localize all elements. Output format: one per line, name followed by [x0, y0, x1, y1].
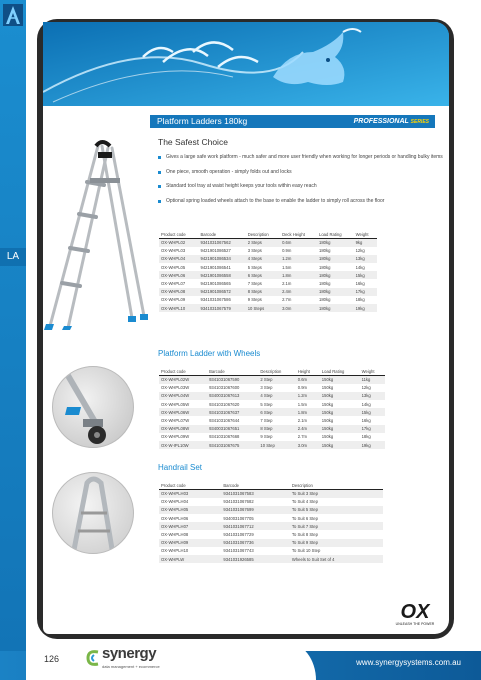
table-cell: 9341031067675 — [209, 442, 240, 448]
table-cell: 180kg — [318, 289, 331, 295]
table-cell: 9 Step — [260, 434, 273, 440]
table-row — [159, 441, 385, 449]
table-cell: 9341031067729 — [223, 532, 254, 538]
badge-main-text: PROFESSIONAL — [353, 118, 409, 125]
table-row — [159, 506, 383, 514]
table-cell: 7 Step — [260, 418, 273, 424]
table-cell: 9341031067743 — [223, 548, 254, 554]
table-cell: 15kg — [361, 409, 371, 415]
table-cell: 180kg — [318, 297, 331, 303]
table-cell: OX-WHPLH05 — [161, 507, 189, 513]
table-cell: 9340031067705 — [223, 515, 254, 521]
table-cell: OX-WHPLH03 — [161, 491, 189, 497]
wheels-section-title: Platform Ladder with Wheels — [158, 349, 261, 358]
table-cell: 150kg — [321, 434, 334, 440]
section-tab: LA — [0, 248, 26, 266]
table-header-row — [159, 231, 377, 239]
table-cell: 9341031067712 — [223, 523, 254, 529]
table-cell: 9341031067586 — [200, 297, 231, 303]
table-row — [159, 408, 385, 416]
table-cell: 9421901086527 — [200, 248, 231, 254]
table-cell: OX-WHPL07W — [161, 418, 190, 424]
handrail-section-title: Handrail Set — [158, 463, 203, 472]
synergy-swirl-icon — [84, 648, 102, 668]
footer-white-panel — [26, 642, 316, 680]
column-header: Weight — [360, 368, 385, 376]
table-cell: 10 Steps — [247, 305, 265, 311]
table-cell: To Suit 6 Step — [291, 515, 318, 521]
table-row — [159, 555, 383, 563]
bullet-item: Standard tool tray at waist height keeps your tools within easy reach — [158, 183, 443, 190]
table-cell: 5 Step — [260, 401, 273, 407]
wheel-icon — [53, 367, 134, 448]
column-header: Height — [296, 368, 320, 376]
left-color-strip — [0, 0, 26, 680]
table-cell: 180kg — [318, 256, 331, 262]
table-cell: OX-W-IPL10W — [161, 442, 189, 448]
table-row — [159, 271, 377, 279]
table-cell: 8 Step — [260, 426, 273, 432]
table-cell: 9421901086572 — [200, 289, 231, 295]
table-row — [159, 514, 383, 522]
table-cell: 150kg — [321, 442, 334, 448]
table-cell: OX-WHPL09W — [161, 434, 190, 440]
table-row — [159, 425, 385, 433]
table-cell: 9341031067579 — [200, 305, 231, 311]
table-cell: 2.7m — [297, 434, 308, 440]
table-row — [159, 263, 377, 271]
table-cell: OX-WHPL08 — [161, 289, 186, 295]
column-header: Description — [258, 368, 295, 376]
table-header-row — [159, 482, 383, 490]
table-cell: 9341031067699 — [223, 507, 254, 513]
table-row — [159, 547, 383, 555]
table-cell: 18kg — [355, 297, 365, 303]
table-cell: 9421901086558 — [200, 272, 231, 278]
table-cell: OX-WHPL02 — [161, 240, 186, 246]
table-cell: 180kg — [318, 264, 331, 270]
column-header: Load Rating — [317, 231, 354, 239]
table-cell: To Suit 10 Step — [291, 548, 321, 554]
handrail-icon — [53, 473, 134, 554]
table-cell: 14kg — [361, 401, 371, 407]
table-cell: 8 Steps — [247, 289, 262, 295]
table-cell: 2.7m — [282, 297, 292, 303]
table-cell: 9421901086534 — [200, 256, 231, 262]
table-cell: 9341031067644 — [209, 418, 240, 424]
synergy-logo-text: synergy — [102, 645, 157, 662]
table-cell: 180kg — [318, 281, 331, 287]
table-cell: 1.2m — [282, 256, 292, 262]
table-row — [159, 416, 385, 424]
table-cell: 2.4m — [282, 289, 292, 295]
website-link[interactable]: www.synergysystems.com.au — [356, 658, 461, 667]
table-cell: 2.1m — [297, 418, 308, 424]
table-row — [159, 530, 383, 538]
table-cell: 9341031067620 — [209, 401, 240, 407]
table-row — [159, 433, 385, 441]
table-row — [159, 498, 383, 506]
table-cell: 3 Steps — [247, 248, 262, 254]
table-cell: OX-WHPL06W — [161, 409, 190, 415]
svg-text:OX: OX — [400, 601, 430, 623]
table-cell: 19kg — [355, 305, 365, 311]
table-cell: 9340031067613 — [209, 393, 240, 399]
column-header: Barcode — [221, 482, 289, 490]
table-cell: 3.0m — [282, 305, 292, 311]
table-cell: 0.9m — [297, 385, 308, 391]
table-cell: 6 Step — [260, 409, 273, 415]
column-header: Product code — [159, 482, 221, 490]
table-cell: 3 Step — [260, 385, 273, 391]
table-cell: OX-WHPLH09 — [161, 540, 189, 546]
header-banner — [43, 22, 449, 108]
table-cell: 2 Steps — [247, 240, 262, 246]
table-cell: 150kg — [321, 418, 334, 424]
table-cell: 12kg — [361, 385, 371, 391]
table-cell: 18kg — [361, 434, 371, 440]
table-cell: 3.0m — [297, 442, 308, 448]
table-cell: To Suit 3 Step — [291, 491, 318, 497]
table-cell: OX-WHPL08W — [161, 426, 190, 432]
page-title: Platform Ladders 180kg — [157, 116, 248, 126]
table-cell: 9341031067668 — [209, 434, 240, 440]
bullet-item: Optional spring loaded wheels attach to the base to enable the ladder to simply roll across the floor — [158, 198, 443, 205]
column-header: Description — [246, 231, 280, 239]
table-cell: 180kg — [318, 240, 331, 246]
table-row — [159, 255, 377, 263]
table-cell: 11kg — [361, 377, 371, 383]
table-cell: 14kg — [355, 264, 365, 270]
table-cell: 1.5m — [297, 401, 308, 407]
table-cell: OX-WHPLH10 — [161, 548, 189, 554]
table-cell: 6 Steps — [247, 272, 262, 278]
column-header: Barcode — [207, 368, 258, 376]
table-cell: 16kg — [361, 418, 371, 424]
table-cell: 4 Steps — [247, 256, 262, 262]
table-cell: To Suit 7 Step — [291, 523, 318, 529]
table-cell: 9341031067637 — [209, 409, 240, 415]
feature-bullets — [158, 154, 443, 212]
table-cell: To Suit 5 Step — [291, 507, 318, 513]
table-cell: 13kg — [355, 256, 365, 262]
bullet-item: Gives a large safe work platform - much safer and more user friendly when working for longer periods or handling bulky items — [158, 154, 443, 161]
table-cell: 13kg — [361, 393, 371, 399]
table-cell: 9421901086541 — [200, 264, 231, 270]
table-cell: 2 Step — [260, 377, 273, 383]
table-cell: 180kg — [318, 305, 331, 311]
column-header: Load Rating — [320, 368, 360, 376]
table-cell: 0.6m — [282, 240, 292, 246]
table-row — [159, 539, 383, 547]
ox-logo — [393, 598, 437, 628]
table-cell: 17kg — [355, 289, 365, 295]
table-cell: 9341031067590 — [209, 377, 240, 383]
table-cell: OX-WHPLH08 — [161, 532, 189, 538]
table-cell: 7 Steps — [247, 281, 262, 287]
table-cell: 9421901086565 — [200, 281, 231, 287]
table-cell: 1.8m — [297, 409, 308, 415]
handrail-closeup-image — [52, 472, 134, 554]
table-cell: 180kg — [318, 248, 331, 254]
table-cell: OX-WHPLH07 — [161, 523, 189, 529]
table-cell: 16kg — [355, 281, 365, 287]
table-cell: 150kg — [321, 426, 334, 432]
brand-corner-icon — [3, 4, 23, 26]
table-cell: 1.8m — [282, 272, 292, 278]
table-cell: 150kg — [321, 401, 334, 407]
synergy-tagline: data management + ecommerce — [102, 664, 160, 669]
table-cell: OX-WHPL07 — [161, 281, 186, 287]
platform-ladders-table — [159, 231, 377, 312]
table-cell: 4 Step — [260, 393, 273, 399]
professional-series-badge — [354, 115, 429, 129]
table-cell: 180kg — [318, 272, 331, 278]
table-cell: 1.5m — [282, 264, 292, 270]
table-cell: 0.6m — [297, 377, 308, 383]
table-row — [159, 384, 385, 392]
table-cell: 9341031067562 — [200, 240, 231, 246]
table-cell: OX-WHPL06 — [161, 272, 186, 278]
table-cell: 9341031926585 — [223, 556, 254, 562]
table-row — [159, 296, 377, 304]
table-cell: OX-WHPL02W — [161, 377, 190, 383]
table-cell: 2.1m — [282, 281, 292, 287]
table-cell: OX-WHPL09 — [161, 297, 186, 303]
table-cell: 9341031067600 — [209, 385, 240, 391]
table-row — [159, 400, 385, 408]
table-row — [159, 239, 377, 247]
table-cell: 9341031067682 — [223, 499, 254, 505]
table-cell: 9341031067736 — [223, 540, 254, 546]
table-row — [159, 247, 377, 255]
column-header: Weight — [354, 231, 377, 239]
table-cell: OX-WHPL04W — [161, 393, 190, 399]
table-cell: OX-WHPLW — [161, 556, 185, 562]
badge-sub-text: SERIES — [410, 119, 429, 125]
table-cell: To Suit 4 Step — [291, 499, 318, 505]
table-cell: 150kg — [321, 393, 334, 399]
table-cell: 10 Step — [260, 442, 275, 448]
table-row — [159, 279, 377, 287]
column-header: Barcode — [199, 231, 246, 239]
table-row — [159, 490, 383, 498]
table-cell: To Suit 9 Step — [291, 540, 318, 546]
table-cell: 150kg — [321, 409, 334, 415]
page-number: 126 — [44, 654, 60, 664]
table-cell: 17kg — [361, 426, 371, 432]
wheel-closeup-image — [52, 366, 134, 448]
table-cell: 1.2m — [297, 393, 308, 399]
table-cell: OX-WHPL10 — [161, 305, 186, 311]
table-row — [159, 288, 377, 296]
table-cell: 9kg — [355, 240, 363, 246]
column-header: Description — [290, 482, 383, 490]
banner-bull-graphic — [43, 22, 449, 108]
table-row — [159, 522, 383, 530]
table-cell: OX-WHPL04 — [161, 256, 186, 262]
table-cell: 9 Steps — [247, 297, 262, 303]
column-header: Product code — [159, 368, 207, 376]
bullet-item: One piece, smooth operation - simply folds out and locks — [158, 169, 443, 176]
table-cell: 0.9m — [282, 248, 292, 254]
table-cell: 9341031067583 — [223, 491, 254, 497]
table-row — [159, 392, 385, 400]
table-cell: 2.4m — [297, 426, 308, 432]
svg-text:UNLEASH THE POWER: UNLEASH THE POWER — [395, 622, 435, 626]
platform-ladder-wheels-table — [159, 368, 385, 449]
table-header-row — [159, 368, 385, 376]
table-row — [159, 304, 377, 312]
table-cell: 9340031067651 — [209, 426, 240, 432]
table-cell: 150kg — [321, 377, 334, 383]
column-header: Deck Height — [280, 231, 317, 239]
column-header: Product code — [159, 231, 199, 239]
table-cell: To Suit 8 Step — [291, 532, 318, 538]
table-cell: OX-WHPL05 — [161, 264, 186, 270]
handrail-set-table — [159, 482, 383, 563]
table-cell: OX-WHPLH04 — [161, 499, 189, 505]
table-cell: Wheels to Suit Set of 4 — [291, 556, 335, 562]
table-cell: OX-WHPLH06 — [161, 515, 189, 521]
table-cell: OX-WHPL03 — [161, 248, 186, 254]
table-cell: 15kg — [355, 272, 365, 278]
table-cell: 19kg — [361, 442, 371, 448]
table-cell: 12kg — [355, 248, 365, 254]
section-subtitle: The Safest Choice — [158, 137, 228, 147]
table-cell: 150kg — [321, 385, 334, 391]
table-cell: OX-WHPL05W — [161, 401, 190, 407]
table-cell: OX-WHPL03W — [161, 385, 190, 391]
table-row — [159, 376, 385, 384]
platform-ladder-image — [40, 138, 150, 330]
table-cell: 5 Steps — [247, 264, 262, 270]
